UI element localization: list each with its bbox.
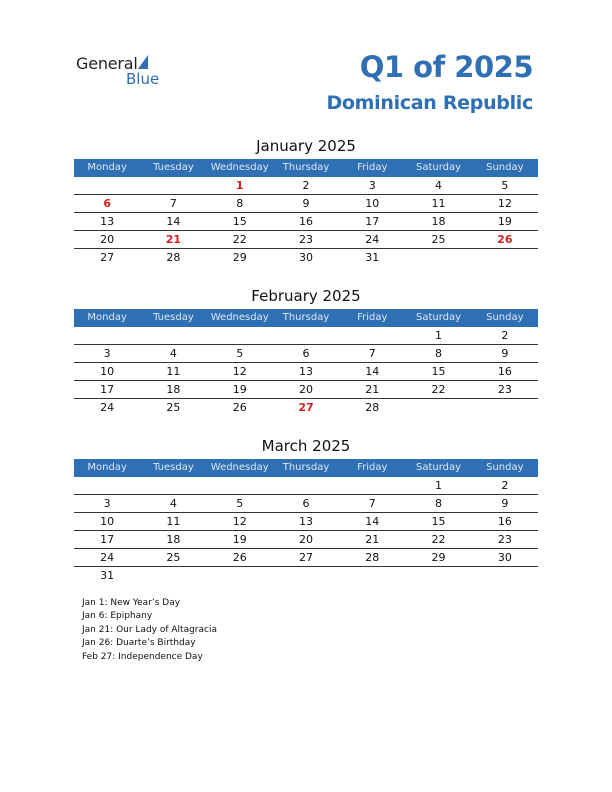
day-cell bbox=[339, 477, 405, 494]
weekday-label: Saturday bbox=[416, 162, 462, 173]
day-cell bbox=[140, 177, 206, 194]
day-cell: 10 bbox=[100, 365, 115, 378]
holiday-note: Jan 1: New Year’s Day bbox=[82, 598, 181, 608]
week-row bbox=[74, 477, 538, 495]
day-cell: 14 bbox=[166, 215, 181, 228]
day-cell: 27 bbox=[298, 551, 313, 564]
day-cell: 15 bbox=[232, 215, 247, 228]
day-cell: 1 bbox=[435, 479, 443, 492]
week-row bbox=[74, 363, 538, 381]
day-cell: 4 bbox=[435, 179, 443, 192]
day-cell: 3 bbox=[368, 179, 376, 192]
holiday-day-cell: 21 bbox=[165, 233, 182, 246]
day-cell: 20 bbox=[298, 383, 313, 396]
weekday-header bbox=[74, 159, 538, 177]
day-cell: 15 bbox=[431, 515, 446, 528]
day-cell: 15 bbox=[431, 365, 446, 378]
logo-text-general: General bbox=[76, 54, 138, 73]
day-cell bbox=[472, 249, 538, 266]
month-title: January 2025 bbox=[256, 137, 356, 155]
day-cell: 24 bbox=[100, 551, 115, 564]
day-cell: 30 bbox=[497, 551, 512, 564]
day-cell bbox=[472, 399, 538, 416]
week-row bbox=[74, 213, 538, 231]
week-row bbox=[74, 381, 538, 399]
day-cell: 21 bbox=[365, 383, 380, 396]
day-cell: 12 bbox=[497, 197, 512, 210]
weekday-label: Thursday bbox=[282, 462, 330, 473]
weekday-label: Thursday bbox=[282, 312, 330, 323]
weekday-header bbox=[74, 309, 538, 327]
weekday-label: Tuesday bbox=[153, 312, 194, 323]
generalblue-logo bbox=[76, 52, 176, 88]
day-cell: 4 bbox=[169, 497, 177, 510]
day-cell bbox=[273, 477, 339, 494]
weekday-label: Monday bbox=[87, 462, 127, 473]
day-cell: 13 bbox=[298, 365, 313, 378]
weekday-label: Sunday bbox=[486, 462, 524, 473]
day-cell: 10 bbox=[365, 197, 380, 210]
week-row bbox=[74, 495, 538, 513]
weekday-label: Tuesday bbox=[153, 162, 194, 173]
day-cell: 31 bbox=[100, 569, 115, 582]
weekday-label: Tuesday bbox=[153, 462, 194, 473]
day-cell bbox=[140, 327, 206, 344]
day-cell bbox=[140, 567, 206, 584]
day-cell bbox=[405, 399, 471, 416]
day-cell: 6 bbox=[302, 497, 310, 510]
day-cell: 7 bbox=[368, 497, 376, 510]
day-cell: 12 bbox=[232, 515, 247, 528]
day-cell: 31 bbox=[365, 251, 380, 264]
day-cell: 5 bbox=[236, 497, 244, 510]
weekday-label: Saturday bbox=[416, 312, 462, 323]
day-cell: 23 bbox=[298, 233, 313, 246]
day-cell bbox=[339, 327, 405, 344]
day-cell bbox=[74, 177, 140, 194]
weekday-label: Wednesday bbox=[210, 312, 269, 323]
holiday-day-cell: 6 bbox=[103, 197, 111, 210]
holiday-day-cell: 27 bbox=[298, 401, 314, 414]
day-cell: 25 bbox=[166, 551, 181, 564]
weekday-label: Friday bbox=[357, 162, 388, 173]
country-subtitle: Dominican Republic bbox=[326, 92, 533, 114]
day-cell: 24 bbox=[100, 401, 115, 414]
month-calendar bbox=[74, 286, 538, 416]
day-cell: 7 bbox=[169, 197, 177, 210]
day-cell: 16 bbox=[298, 215, 313, 228]
day-cell bbox=[207, 477, 273, 494]
day-cell: 29 bbox=[431, 551, 446, 564]
week-row bbox=[74, 195, 538, 213]
weekday-label: Monday bbox=[87, 162, 127, 173]
week-row bbox=[74, 513, 538, 531]
day-cell: 9 bbox=[501, 497, 509, 510]
day-cell: 21 bbox=[365, 533, 380, 546]
day-cell: 24 bbox=[365, 233, 380, 246]
day-cell bbox=[472, 567, 538, 584]
day-cell: 20 bbox=[100, 233, 115, 246]
day-cell bbox=[339, 567, 405, 584]
day-cell: 19 bbox=[232, 383, 247, 396]
day-cell: 3 bbox=[103, 497, 111, 510]
holiday-day-cell: 26 bbox=[497, 233, 513, 246]
day-cell: 9 bbox=[501, 347, 509, 360]
week-row bbox=[74, 327, 538, 345]
logo-triangle-icon bbox=[138, 55, 148, 69]
day-cell: 12 bbox=[232, 365, 247, 378]
holiday-note: Jan 6: Epiphany bbox=[82, 611, 153, 622]
day-cell bbox=[405, 249, 471, 266]
weekday-label: Wednesday bbox=[210, 462, 269, 473]
day-cell: 28 bbox=[365, 551, 380, 564]
day-cell: 28 bbox=[166, 251, 181, 264]
day-cell: 7 bbox=[368, 347, 376, 360]
day-cell: 29 bbox=[232, 251, 247, 264]
day-cell: 17 bbox=[100, 533, 115, 546]
holiday-notes bbox=[82, 597, 217, 664]
day-cell: 25 bbox=[166, 401, 181, 414]
day-cell: 30 bbox=[298, 251, 313, 264]
week-row bbox=[74, 531, 538, 549]
page-title: Q1 of 2025 bbox=[359, 50, 533, 84]
day-cell: 22 bbox=[431, 533, 446, 546]
day-cell: 16 bbox=[497, 515, 512, 528]
day-cell bbox=[140, 477, 206, 494]
holiday-note: Feb 27: Independence Day bbox=[82, 651, 203, 662]
weekday-label: Sunday bbox=[486, 312, 524, 323]
day-cell: 23 bbox=[497, 533, 512, 546]
day-cell bbox=[405, 567, 471, 584]
day-cell: 13 bbox=[298, 515, 313, 528]
day-cell bbox=[273, 567, 339, 584]
day-cell: 8 bbox=[236, 197, 244, 210]
weekday-label: Friday bbox=[357, 462, 388, 473]
month-title: February 2025 bbox=[251, 287, 361, 305]
week-row bbox=[74, 399, 538, 416]
day-cell: 17 bbox=[100, 383, 115, 396]
day-cell: 28 bbox=[365, 401, 380, 414]
day-cell: 14 bbox=[365, 365, 380, 378]
day-cell: 17 bbox=[365, 215, 380, 228]
day-cell: 11 bbox=[166, 515, 181, 528]
day-cell: 18 bbox=[431, 215, 446, 228]
logo-text-blue: Blue bbox=[126, 70, 160, 88]
day-cell: 20 bbox=[298, 533, 313, 546]
day-cell: 14 bbox=[365, 515, 380, 528]
week-row bbox=[74, 231, 538, 249]
day-cell: 16 bbox=[497, 365, 512, 378]
day-cell: 26 bbox=[232, 401, 247, 414]
day-cell: 18 bbox=[166, 383, 181, 396]
week-row bbox=[74, 249, 538, 266]
day-cell: 6 bbox=[302, 347, 310, 360]
day-cell: 13 bbox=[100, 215, 115, 228]
day-cell: 1 bbox=[435, 329, 443, 342]
day-cell: 5 bbox=[501, 179, 509, 192]
day-cell: 18 bbox=[166, 533, 181, 546]
day-cell: 10 bbox=[100, 515, 115, 528]
day-cell: 22 bbox=[431, 383, 446, 396]
day-cell: 23 bbox=[497, 383, 512, 396]
day-cell: 27 bbox=[100, 251, 115, 264]
day-cell: 19 bbox=[232, 533, 247, 546]
weekday-label: Sunday bbox=[486, 162, 524, 173]
holiday-note: Jan 21: Our Lady of Altagracia bbox=[82, 624, 217, 635]
weekday-label: Wednesday bbox=[210, 162, 269, 173]
month-title: March 2025 bbox=[261, 437, 351, 455]
weekday-header bbox=[74, 459, 538, 477]
day-cell bbox=[74, 477, 140, 494]
day-cell: 2 bbox=[302, 179, 310, 192]
day-cell: 22 bbox=[232, 233, 247, 246]
day-cell bbox=[207, 567, 273, 584]
day-cell: 5 bbox=[236, 347, 244, 360]
day-cell: 19 bbox=[497, 215, 512, 228]
weekday-label: Thursday bbox=[282, 162, 330, 173]
day-cell: 9 bbox=[302, 197, 310, 210]
month-calendar bbox=[74, 136, 538, 266]
holiday-note: Jan 26: Duarte’s Birthday bbox=[82, 638, 196, 649]
day-cell: 8 bbox=[435, 347, 443, 360]
day-cell bbox=[74, 327, 140, 344]
day-cell: 3 bbox=[103, 347, 111, 360]
day-cell: 11 bbox=[431, 197, 446, 210]
day-cell: 4 bbox=[169, 347, 177, 360]
weekday-label: Friday bbox=[357, 312, 388, 323]
day-cell: 2 bbox=[501, 479, 509, 492]
day-cell: 8 bbox=[435, 497, 443, 510]
day-cell bbox=[207, 327, 273, 344]
week-row bbox=[74, 177, 538, 195]
week-row bbox=[74, 345, 538, 363]
month-calendar bbox=[74, 436, 538, 584]
day-cell bbox=[273, 327, 339, 344]
holiday-day-cell: 1 bbox=[235, 179, 244, 192]
weekday-label: Saturday bbox=[416, 462, 462, 473]
day-cell: 25 bbox=[431, 233, 446, 246]
day-cell: 26 bbox=[232, 551, 247, 564]
day-cell: 2 bbox=[501, 329, 509, 342]
day-cell: 11 bbox=[166, 365, 181, 378]
week-row bbox=[74, 549, 538, 567]
week-row bbox=[74, 567, 538, 584]
weekday-label: Monday bbox=[87, 312, 127, 323]
